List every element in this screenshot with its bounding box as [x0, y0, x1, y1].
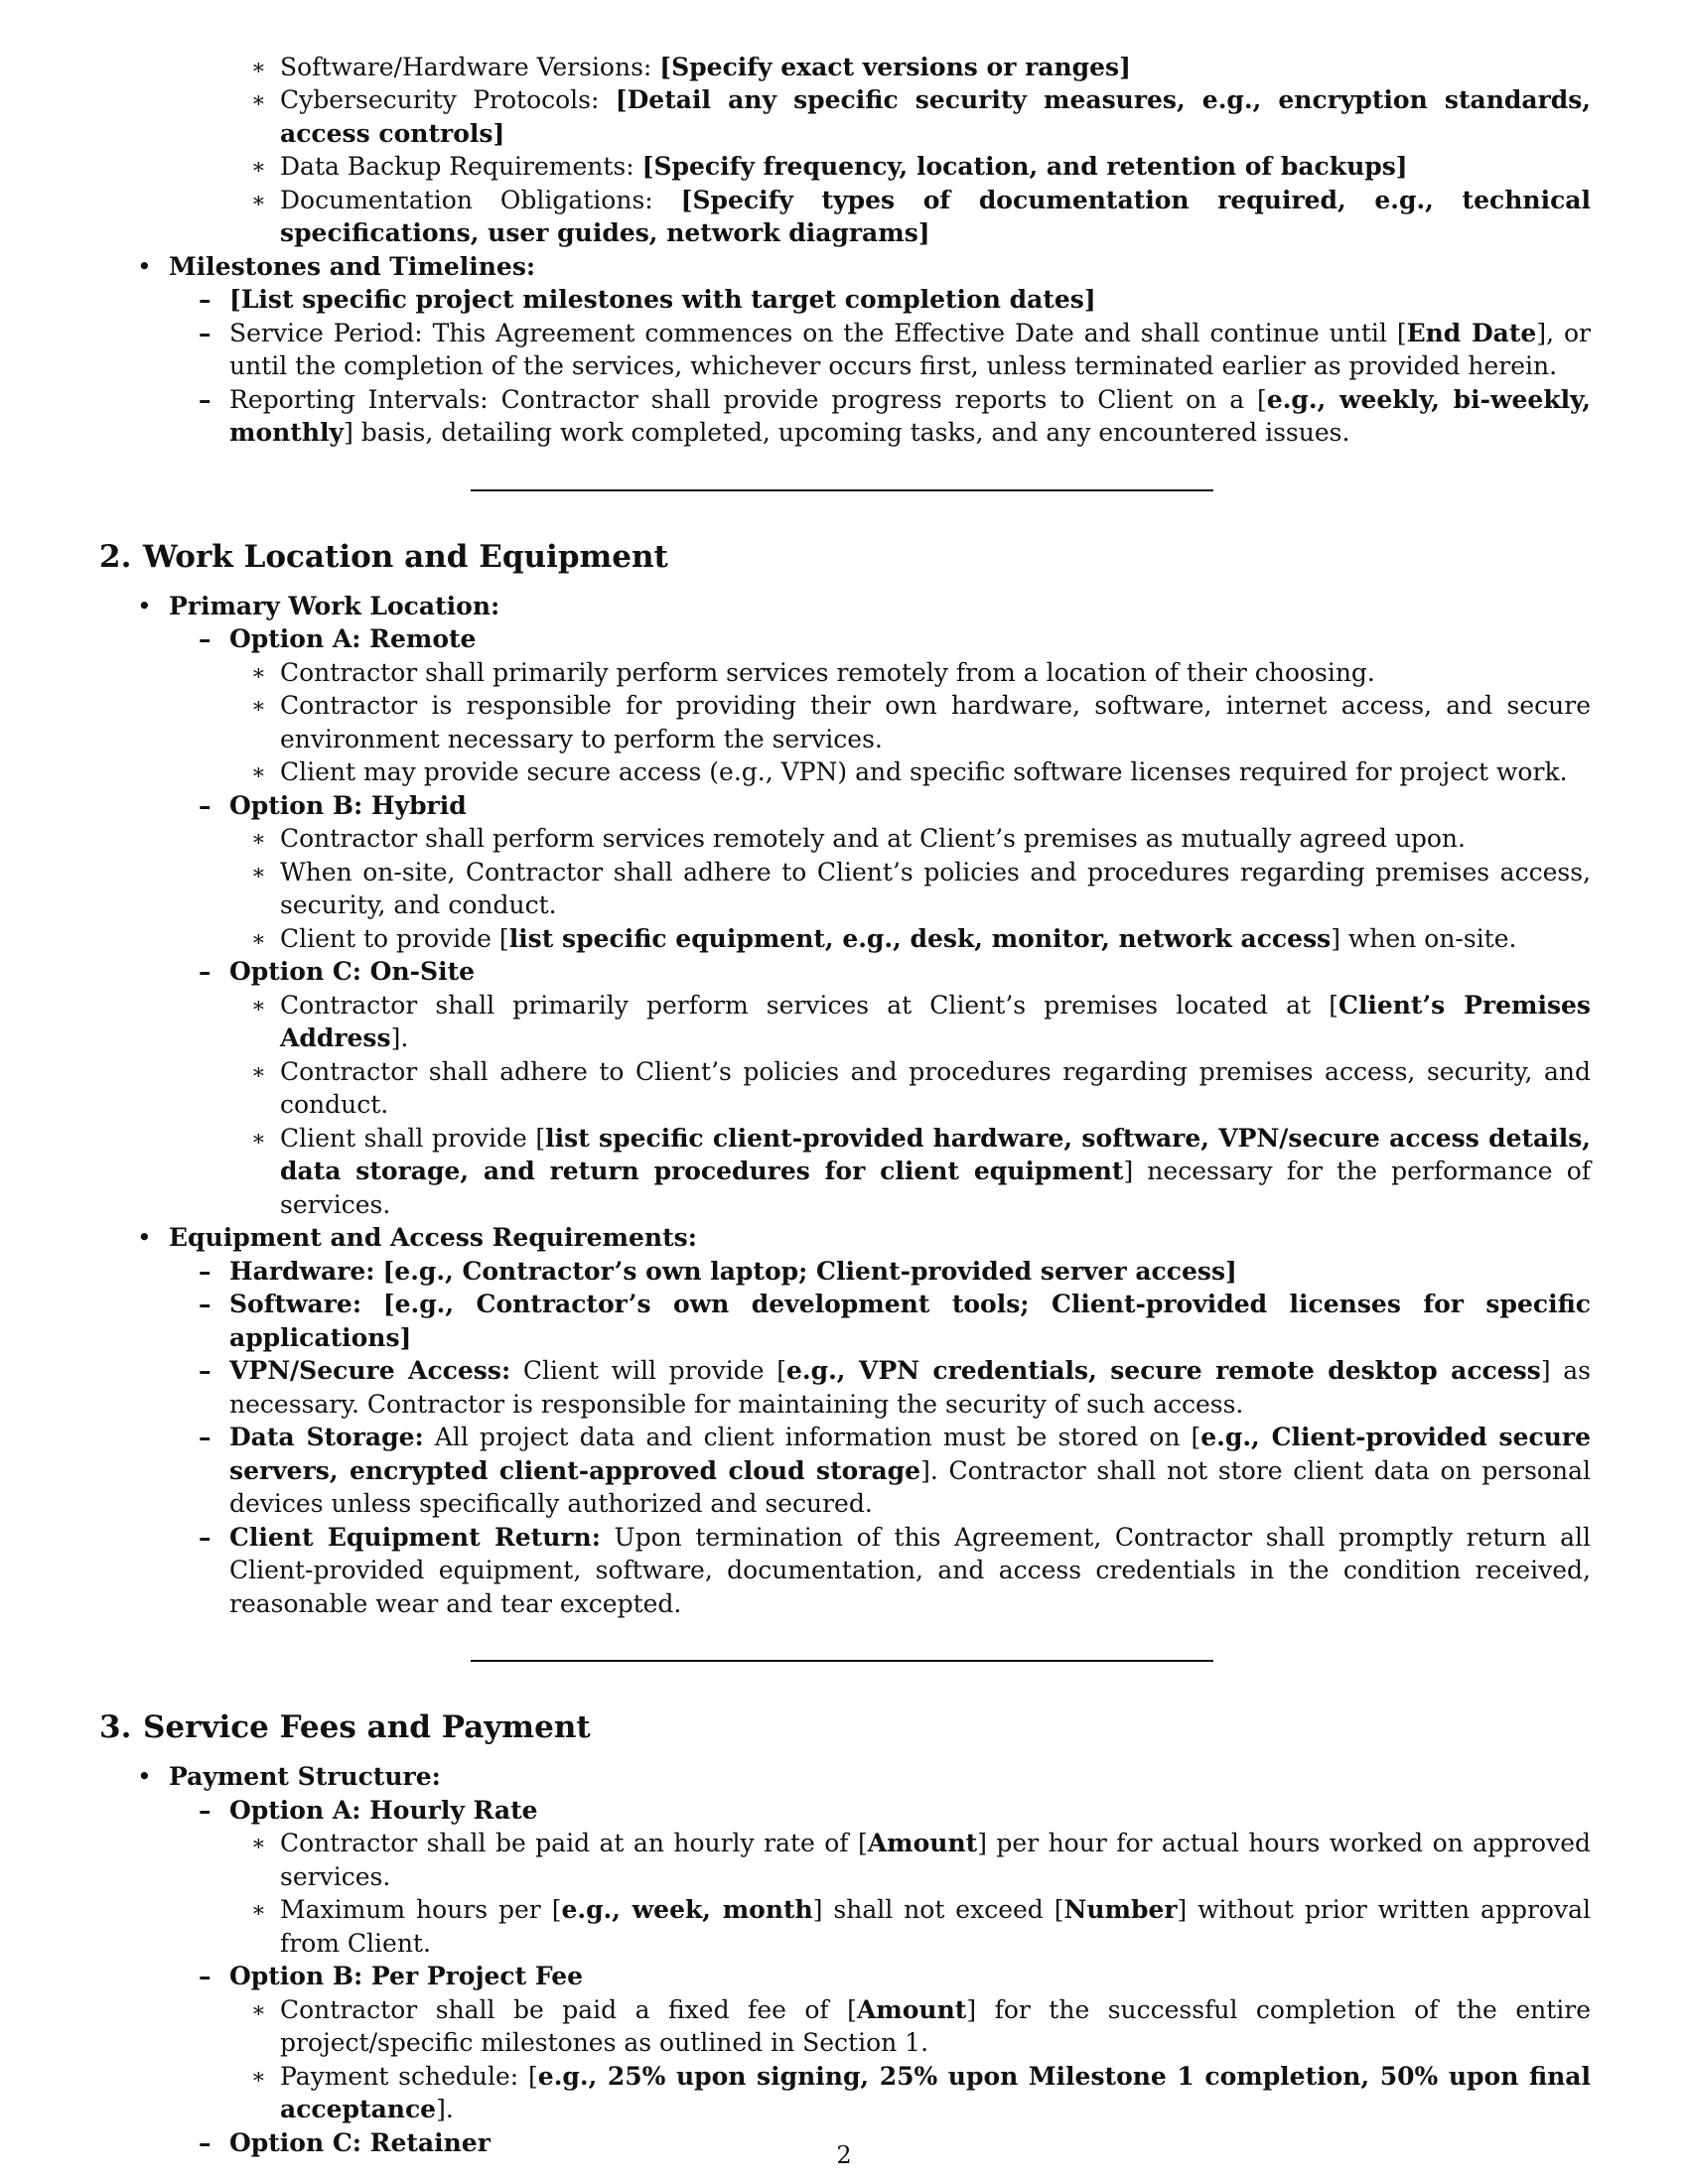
text: ].: [390, 1024, 409, 1052]
label: Client Equipment Return:: [229, 1522, 601, 1552]
placeholder: e.g., 25% upon signing, 25% upon Milestone 1 completion, 50% upon final acceptance: [280, 2061, 1591, 2123]
text: Client shall provide [: [280, 1123, 546, 1153]
list-item: [169, 1521, 1591, 1621]
list-item: [229, 1993, 1591, 2060]
equipment-item: [99, 1221, 1591, 1620]
label: Software:: [229, 1290, 362, 1318]
label: Hardware:: [229, 1256, 375, 1286]
placeholder: Amount: [856, 1994, 967, 2024]
milestones-placeholder: [List specific project milestones with target completion dates]: [229, 285, 1096, 314]
text: Upon termination of this Agreement, Contractor shall promptly return all Client-provided equipment, software, documentation, and access credentials in the condition received, reasonable wear and tear excepted.: [229, 1522, 1591, 1618]
section-heading-2: [99, 537, 1591, 577]
list-item: [169, 283, 1591, 317]
placeholder: e.g., week, month: [561, 1895, 813, 1924]
list-item: [229, 1827, 1591, 1893]
list-item: [229, 150, 1591, 184]
list-item: [169, 317, 1591, 383]
list-item: [229, 51, 1591, 84]
text: ] without prior written approval from Client.: [280, 1895, 1591, 1958]
label: VPN/Secure Access:: [229, 1356, 511, 1385]
list-item: [169, 1421, 1591, 1521]
interval-placeholder: e.g., weekly, bi-weekly, monthly: [229, 384, 1591, 447]
item-label: Data Backup Requirements:: [280, 152, 634, 181]
list-item: ∗ When on-site, Contractor shall adhere to Client’s policies and procedures regarding premises access, security, and conduct.: [229, 856, 1591, 922]
placeholder: list specific equipment, e.g., desk, monitor, network access: [508, 923, 1332, 953]
placeholder: e.g., Client-provided secure servers, encrypted client-approved cloud storage: [229, 1423, 1592, 1485]
section-3-list: [99, 1760, 1591, 2159]
text: Service Period: This Agreement commences on the Effective Date and shall continue until [: [229, 318, 1407, 347]
option-b-hybrid: [169, 789, 1591, 956]
text: Contractor shall primarily perform services at Client’s premises located at [: [280, 990, 1338, 1020]
text: ] shall not exceed [: [812, 1895, 1064, 1924]
list-item: ∗ Client may provide secure access (e.g., VPN) and specific software licenses required for project work.: [229, 755, 1591, 789]
text: Payment schedule: [: [280, 2061, 538, 2091]
placeholder: Number: [1063, 1895, 1178, 1924]
list-item: [229, 922, 1591, 956]
payment-structure-item: [99, 1760, 1591, 2159]
section-title: Service Fees and Payment: [143, 1709, 591, 1745]
end-date-placeholder: End Date: [1406, 318, 1537, 347]
text: ]. Contractor shall not store client data on personal devices unless specifically authorized and secured.: [229, 1455, 1591, 1518]
list-item: ∗ Contractor shall adhere to Client’s policies and procedures regarding premises access, security, and conduct.: [229, 1055, 1591, 1122]
item-label: Cybersecurity Protocols:: [280, 85, 600, 114]
text: ], or until the completion of the services, whichever occurs first, unless terminated earlier as provided herein.: [229, 318, 1591, 380]
list-item: [229, 83, 1591, 150]
placeholder: [e.g., Contractor’s own laptop; Client-provided server access]: [382, 1256, 1237, 1286]
text: ] for the successful completion of the entire project/specific milestones as outlined in Section 1.: [280, 1994, 1591, 2057]
list-item: [229, 1122, 1591, 1222]
option-title: Option A: Remote: [229, 624, 477, 653]
placeholder: e.g., VPN credentials, secure remote desktop access: [786, 1356, 1541, 1385]
text: ] basis, detailing work completed, upcoming tasks, and any encountered issues.: [344, 418, 1350, 447]
item-placeholder: [Specify exact versions or ranges]: [659, 52, 1131, 81]
section-2-list: [99, 590, 1591, 1621]
page-number: 2: [836, 2141, 852, 2169]
primary-location-heading: Primary Work Location:: [169, 591, 500, 620]
list-item: ∗ Contractor shall perform services remotely and at Client’s premises as mutually agreed upon.: [229, 822, 1591, 856]
text: Contractor shall be paid at an hourly rate of [: [280, 1829, 868, 1857]
list-item: [229, 2060, 1591, 2126]
text: Maximum hours per [: [280, 1895, 562, 1924]
placeholder: list specific client-provided hardware, software, VPN/secure access details, data storage, and return procedures for client equipment: [280, 1123, 1591, 1185]
payment-structure-heading: Payment Structure:: [169, 1762, 441, 1791]
list-item: [169, 383, 1591, 450]
milestones-heading: Milestones and Timelines:: [169, 251, 536, 281]
label: Data Storage:: [229, 1423, 424, 1451]
milestones-item: [99, 250, 1591, 450]
list-item: [229, 1893, 1591, 1960]
primary-location-item: [99, 590, 1591, 1222]
list-item: ∗ Contractor is responsible for providing their own hardware, software, internet access, and secure environment necessary to perform the services.: [229, 689, 1591, 755]
item-label: Documentation Obligations:: [280, 185, 653, 214]
list-item: [229, 989, 1591, 1055]
text: All project data and client information must be stored on [: [423, 1423, 1201, 1451]
technical-requirements-list: [99, 51, 1591, 250]
option-c-onsite: [169, 955, 1591, 1221]
list-item: [169, 1255, 1591, 1289]
text: Client will provide [: [510, 1356, 786, 1385]
placeholder: [e.g., Contractor’s own development tools; Client-provided licenses for specific applications]: [229, 1290, 1591, 1352]
text: Reporting Intervals: Contractor shall provide progress reports to Client on a [: [229, 384, 1267, 414]
section-divider: [471, 1660, 1213, 1662]
section-title: Work Location and Equipment: [143, 538, 668, 575]
option-title: Option B: Per Project Fee: [229, 1962, 584, 1990]
item-placeholder: [Specify types of documentation required, e.g., technical specifications, user guides, network diagrams]: [280, 185, 1591, 247]
section-heading-3: [99, 1707, 1591, 1747]
text: ] as necessary. Contractor is responsible for maintaining the security of such access.: [229, 1356, 1591, 1419]
equipment-heading: Equipment and Access Requirements:: [169, 1223, 697, 1252]
text: Contractor shall be paid a fixed fee of [: [280, 1994, 857, 2024]
text: ] necessary for the performance of services.: [280, 1157, 1591, 1219]
list-item: [229, 184, 1591, 250]
option-title: Option C: On-Site: [229, 957, 476, 986]
milestones-list: [99, 250, 1591, 450]
item-label: Software/Hardware Versions:: [280, 52, 652, 81]
list-item: [169, 1354, 1591, 1421]
option-title: Option B: Hybrid: [229, 790, 467, 820]
item-placeholder: [Detail any specific security measures, e.g., encryption standards, access controls]: [280, 85, 1592, 148]
text: ] per hour for actual hours worked on approved services.: [280, 1829, 1592, 1891]
section-divider: [471, 489, 1213, 491]
section-number: 2.: [99, 538, 132, 575]
list-item: [169, 1288, 1591, 1354]
option-title: Option A: Hourly Rate: [229, 1795, 538, 1825]
option-title: Option C: Retainer: [229, 2127, 491, 2157]
document-page: [0, 52, 1688, 2159]
option-a-remote: [169, 622, 1591, 789]
option-b-project: [169, 1960, 1591, 2126]
option-a-hourly: [169, 1794, 1591, 1961]
list-item: ∗ Contractor shall primarily perform services remotely from a location of their choosing.: [229, 656, 1591, 690]
text: ].: [436, 2095, 454, 2123]
section-number: 3.: [99, 1709, 132, 1745]
text: Client to provide [: [280, 923, 509, 953]
page-content: [99, 51, 1591, 2160]
placeholder: Amount: [867, 1829, 978, 1857]
item-placeholder: [Specify frequency, location, and retention of backups]: [641, 152, 1408, 181]
placeholder: Client’s Premises Address: [280, 990, 1591, 1052]
text: ] when on-site.: [1331, 923, 1517, 953]
